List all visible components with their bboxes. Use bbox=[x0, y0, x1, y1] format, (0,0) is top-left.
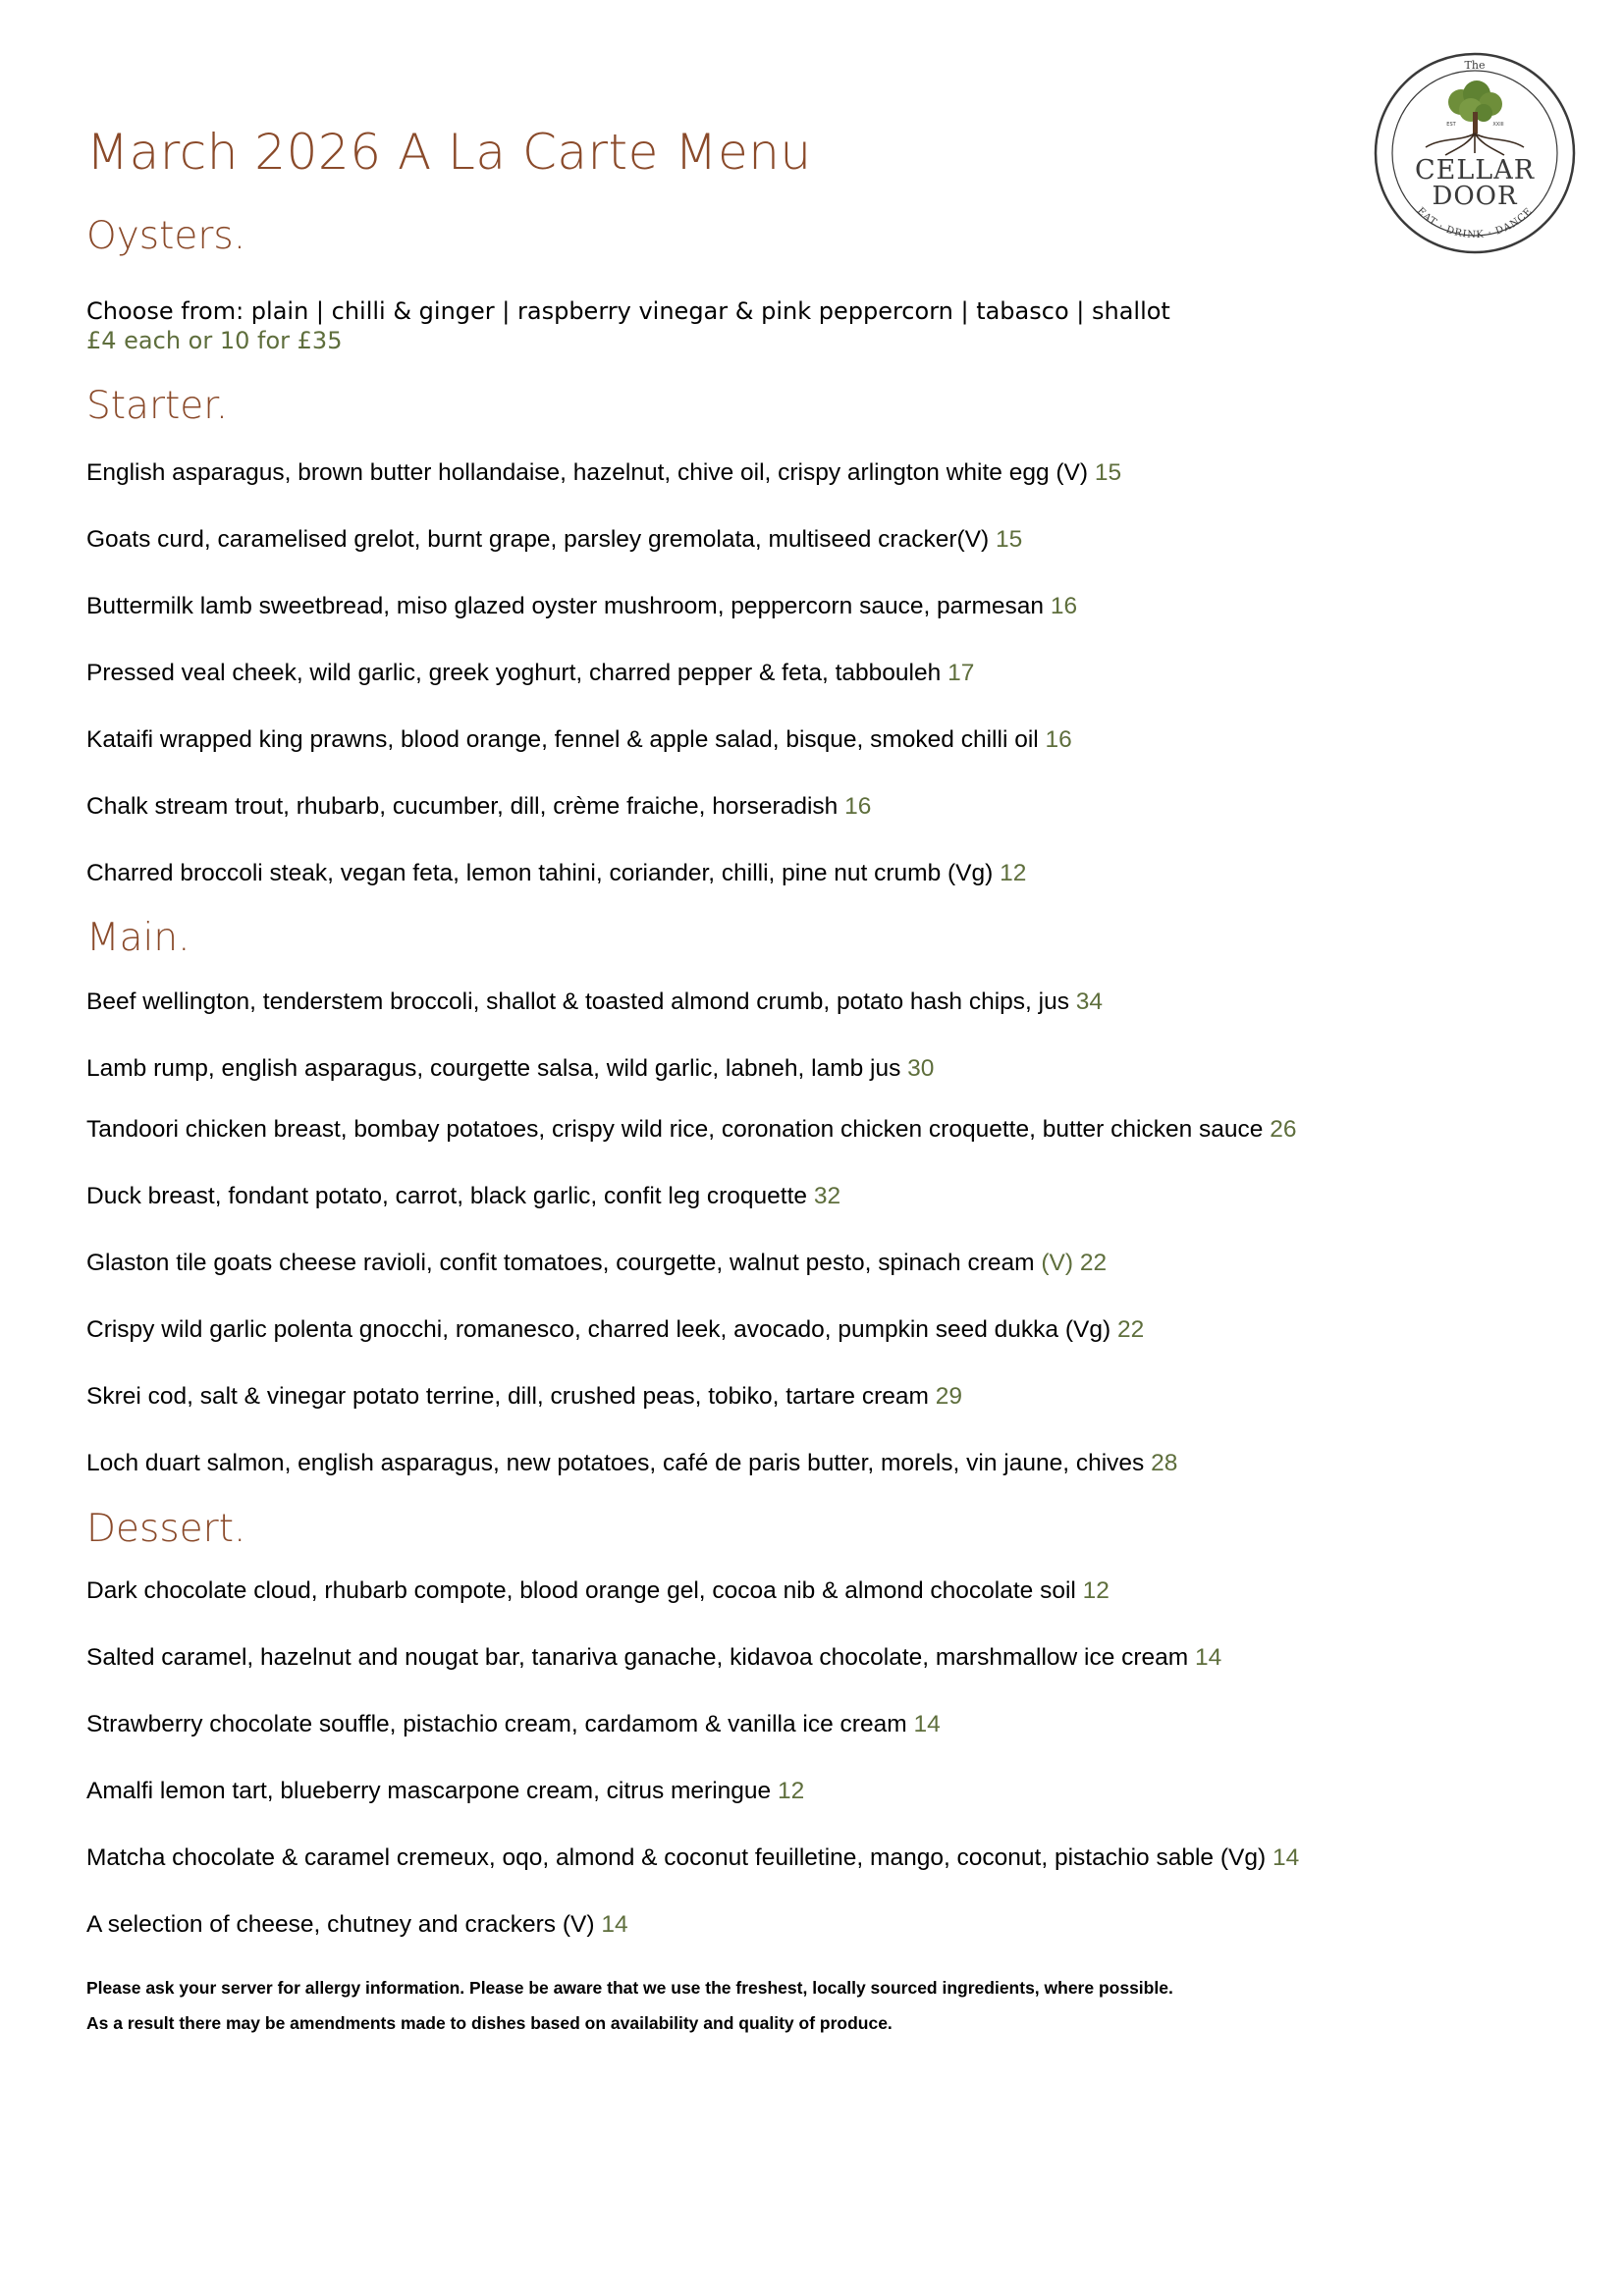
menu-item: Kataifi wrapped king prawns, blood orange, fennel & apple salad, bisque, smoked chilli oil 16 bbox=[86, 726, 1072, 753]
allergy-notice: Please ask your server for allergy information. Please be aware that we use the freshest, locally sourced ingredients, where possible. bbox=[86, 1978, 1173, 1998]
cellar-door-logo bbox=[1373, 51, 1577, 255]
item-price: 29 bbox=[935, 1383, 962, 1410]
item-price: (V) 22 bbox=[1041, 1250, 1108, 1276]
item-price: 15 bbox=[995, 526, 1023, 553]
menu-item: Matcha chocolate & caramel cremeux, oqo, almond & coconut feuilletine, mango, coconut, pistachio sable (Vg) 14 bbox=[86, 1844, 1300, 1871]
logo-bottom-text: EAT · DRINK · DANCE bbox=[1414, 205, 1536, 241]
menu-item: Buttermilk lamb sweetbread, miso glazed oyster mushroom, peppercorn sauce, parmesan 16 bbox=[86, 593, 1078, 619]
menu-item: Pressed veal cheek, wild garlic, greek yoghurt, charred pepper & feta, tabbouleh 17 bbox=[86, 660, 975, 686]
menu-item: Crispy wild garlic polenta gnocchi, romanesco, charred leek, avocado, pumpkin seed dukka (Vg) 22 bbox=[86, 1316, 1145, 1343]
item-price: 14 bbox=[1272, 1844, 1300, 1871]
item-price: 26 bbox=[1270, 1116, 1297, 1143]
item-price: 12 bbox=[1082, 1577, 1110, 1604]
item-price: 12 bbox=[777, 1778, 805, 1804]
item-price: 14 bbox=[913, 1711, 941, 1737]
menu-item: Salted caramel, hazelnut and nougat bar, tanariva ganache, kidavoa chocolate, marshmallow ice cream 14 bbox=[86, 1644, 1222, 1671]
menu-item: Beef wellington, tenderstem broccoli, shallot & toasted almond crumb, potato hash chips, jus 34 bbox=[86, 988, 1104, 1015]
item-price: 16 bbox=[844, 793, 872, 820]
item-price: 16 bbox=[1045, 726, 1072, 753]
item-price: 30 bbox=[907, 1055, 935, 1082]
amendment-notice: As a result there may be amendments made to dishes based on availability and quality of produce. bbox=[86, 2013, 893, 2033]
menu-item: Goats curd, caramelised grelot, burnt grape, parsley gremolata, multiseed cracker(V) 15 bbox=[86, 526, 1023, 553]
menu-item: Chalk stream trout, rhubarb, cucumber, dill, crème fraiche, horseradish 16 bbox=[86, 793, 872, 820]
item-price: 17 bbox=[947, 660, 975, 686]
item-price: 16 bbox=[1050, 593, 1078, 619]
logo-top-text: The bbox=[1464, 59, 1486, 72]
oysters-options: Choose from: plain | chilli & ginger | raspberry vinegar & pink peppercorn | tabasco | shallot bbox=[86, 297, 1170, 325]
dessert-heading: Dessert. bbox=[86, 1507, 246, 1551]
menu-item: Dark chocolate cloud, rhubarb compote, blood orange gel, cocoa nib & almond chocolate soil 12 bbox=[86, 1577, 1110, 1604]
menu-item: A selection of cheese, chutney and crackers (V) 14 bbox=[86, 1911, 628, 1938]
logo-text-door: DOOR bbox=[1432, 182, 1518, 211]
item-price: 22 bbox=[1116, 1316, 1145, 1343]
item-price: 15 bbox=[1094, 459, 1122, 486]
logo-est-right: XXIII bbox=[1492, 122, 1504, 128]
oysters-heading: Oysters. bbox=[86, 214, 246, 258]
menu-item: Tandoori chicken breast, bombay potatoes, crispy wild rice, coronation chicken croquette, butter chicken sauce 26 bbox=[86, 1116, 1297, 1143]
main-heading: Main. bbox=[86, 916, 190, 960]
starter-heading: Starter. bbox=[86, 384, 229, 428]
item-price: 28 bbox=[1151, 1450, 1178, 1476]
item-price: 34 bbox=[1075, 988, 1104, 1015]
item-price: 14 bbox=[601, 1911, 628, 1938]
menu-item: Charred broccoli steak, vegan feta, lemon tahini, coriander, chilli, pine nut crumb (Vg) 12 bbox=[86, 860, 1027, 886]
logo-text-cellar: CELLAR bbox=[1414, 155, 1536, 186]
menu-title: March 2026 A La Carte Menu bbox=[86, 124, 812, 181]
menu-item: Loch duart salmon, english asparagus, new potatoes, café de paris butter, morels, vin jaune, chives 28 bbox=[86, 1450, 1178, 1476]
item-price: 14 bbox=[1195, 1644, 1222, 1671]
logo-est-left: EST bbox=[1446, 122, 1456, 128]
menu-item: Skrei cod, salt & vinegar potato terrine, dill, crushed peas, tobiko, tartare cream 29 bbox=[86, 1383, 962, 1410]
menu-item: Amalfi lemon tart, blueberry mascarpone cream, citrus meringue 12 bbox=[86, 1778, 805, 1804]
menu-item: English asparagus, brown butter hollandaise, hazelnut, chive oil, crispy arlington white egg (V) 15 bbox=[86, 459, 1122, 486]
oysters-price: £4 each or 10 for £35 bbox=[86, 327, 343, 354]
item-price: 32 bbox=[813, 1183, 841, 1209]
menu-item: Glaston tile goats cheese ravioli, confit tomatoes, courgette, walnut pesto, spinach cream (V) 22 bbox=[86, 1250, 1108, 1276]
menu-item: Lamb rump, english asparagus, courgette salsa, wild garlic, labneh, lamb jus 30 bbox=[86, 1055, 935, 1082]
menu-item: Duck breast, fondant potato, carrot, black garlic, confit leg croquette 32 bbox=[86, 1183, 841, 1209]
item-price: 12 bbox=[1000, 860, 1027, 886]
menu-item: Strawberry chocolate souffle, pistachio cream, cardamom & vanilla ice cream 14 bbox=[86, 1711, 941, 1737]
